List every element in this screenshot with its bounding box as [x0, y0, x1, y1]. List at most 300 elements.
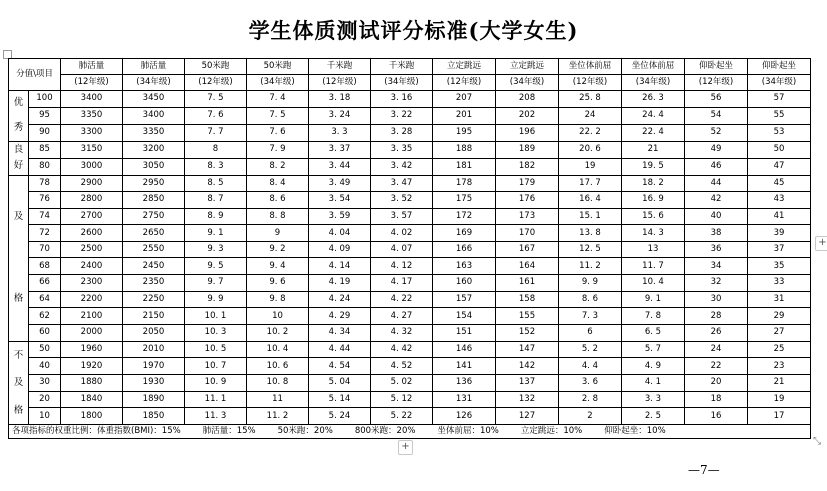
score-cell: 30	[29, 374, 61, 391]
value-cell: 2150	[123, 308, 185, 325]
value-cell: 2200	[61, 291, 123, 308]
value-cell: 44	[685, 175, 748, 192]
column-header-grade: (12年级)	[559, 75, 622, 91]
value-cell: 16	[685, 408, 748, 425]
value-cell: 1840	[61, 391, 123, 408]
value-cell: 7. 5	[247, 107, 309, 124]
weight-item: 仰卧起坐：10%	[604, 426, 666, 436]
value-cell: 11	[247, 391, 309, 408]
value-cell: 2600	[61, 225, 123, 242]
value-cell: 4. 19	[309, 275, 371, 292]
column-header-name: 立定跳远	[496, 59, 559, 75]
column-header-name: 肺活量	[61, 59, 123, 75]
value-cell: 2300	[61, 275, 123, 292]
value-cell: 9. 8	[247, 291, 309, 308]
value-cell: 4. 02	[371, 225, 433, 242]
value-cell: 4. 42	[371, 341, 433, 358]
value-cell: 11. 7	[622, 258, 685, 275]
value-cell: 7. 9	[247, 141, 309, 158]
column-header-name: 50米跑	[185, 59, 247, 75]
value-cell: 9. 4	[247, 258, 309, 275]
table-row	[9, 192, 811, 209]
grade-char: 及	[13, 377, 24, 388]
value-cell: 6	[559, 324, 622, 341]
value-cell: 18. 2	[622, 175, 685, 192]
table-row	[9, 175, 811, 192]
column-header-grade: (12年级)	[61, 75, 123, 91]
table-row	[9, 408, 811, 425]
table-row	[9, 158, 811, 175]
value-cell: 126	[433, 408, 496, 425]
weights-note	[9, 425, 811, 439]
value-cell: 3400	[61, 91, 123, 108]
value-cell: 9	[247, 225, 309, 242]
value-cell: 10. 6	[247, 358, 309, 375]
value-cell: 137	[496, 374, 559, 391]
value-cell: 3450	[123, 91, 185, 108]
header-row	[9, 59, 811, 75]
value-cell: 173	[496, 208, 559, 225]
value-cell: 8. 2	[247, 158, 309, 175]
value-cell: 132	[496, 391, 559, 408]
value-cell: 25. 8	[559, 91, 622, 108]
value-cell: 10. 8	[247, 374, 309, 391]
value-cell: 7. 6	[185, 107, 247, 124]
value-cell: 5. 14	[309, 391, 371, 408]
value-cell: 7. 7	[185, 124, 247, 141]
value-cell: 181	[433, 158, 496, 175]
table-row	[9, 141, 811, 158]
value-cell: 8. 3	[185, 158, 247, 175]
value-cell: 2450	[123, 258, 185, 275]
value-cell: 1890	[123, 391, 185, 408]
value-cell: 201	[433, 107, 496, 124]
table-row	[9, 341, 811, 358]
value-cell: 38	[685, 225, 748, 242]
value-cell: 2800	[61, 192, 123, 209]
value-cell: 9. 2	[247, 241, 309, 258]
grade-char: 不	[13, 349, 24, 361]
value-cell: 2000	[61, 324, 123, 341]
value-cell: 22. 4	[622, 124, 685, 141]
value-cell: 4. 27	[371, 308, 433, 325]
value-cell: 2900	[61, 175, 123, 192]
column-header-grade: (12年级)	[309, 75, 371, 91]
value-cell: 131	[433, 391, 496, 408]
value-cell: 23	[748, 358, 811, 375]
value-cell: 3. 44	[309, 158, 371, 175]
table-row	[9, 91, 811, 108]
value-cell: 141	[433, 358, 496, 375]
value-cell: 24	[559, 107, 622, 124]
value-cell: 9. 1	[622, 291, 685, 308]
score-cell: 78	[29, 175, 61, 192]
value-cell: 37	[748, 241, 811, 258]
score-cell: 60	[29, 324, 61, 341]
value-cell: 9. 3	[185, 241, 247, 258]
value-cell: 13. 8	[559, 225, 622, 242]
value-cell: 30	[685, 291, 748, 308]
value-cell: 142	[496, 358, 559, 375]
value-cell: 24	[685, 341, 748, 358]
column-header-name: 立定跳远	[433, 59, 496, 75]
value-cell: 18	[685, 391, 748, 408]
value-cell: 29	[748, 308, 811, 325]
value-cell: 1920	[61, 358, 123, 375]
value-cell: 10. 3	[185, 324, 247, 341]
value-cell: 3350	[123, 124, 185, 141]
column-header-grade: (34年级)	[622, 75, 685, 91]
value-cell: 3. 42	[371, 158, 433, 175]
value-cell: 196	[496, 124, 559, 141]
value-cell: 208	[496, 91, 559, 108]
value-cell: 2550	[123, 241, 185, 258]
grade-char: 秀	[13, 121, 24, 133]
value-cell: 50	[748, 141, 811, 158]
value-cell: 14. 3	[622, 225, 685, 242]
table-resize-icon[interactable]: ⤡	[813, 436, 821, 447]
value-cell: 7. 8	[622, 308, 685, 325]
value-cell: 32	[685, 275, 748, 292]
value-cell: 21	[622, 141, 685, 158]
value-cell: 35	[748, 258, 811, 275]
value-cell: 157	[433, 291, 496, 308]
value-cell: 31	[748, 291, 811, 308]
value-cell: 1880	[61, 374, 123, 391]
value-cell: 3. 3	[622, 391, 685, 408]
value-cell: 1970	[123, 358, 185, 375]
add-column-button[interactable]: +	[815, 236, 827, 251]
value-cell: 2100	[61, 308, 123, 325]
value-cell: 3400	[123, 107, 185, 124]
score-cell: 20	[29, 391, 61, 408]
value-cell: 17	[748, 408, 811, 425]
grade-label	[9, 91, 29, 142]
grade-label	[9, 341, 29, 425]
value-cell: 39	[748, 225, 811, 242]
value-cell: 163	[433, 258, 496, 275]
value-cell: 4. 52	[371, 358, 433, 375]
value-cell: 136	[433, 374, 496, 391]
value-cell: 16. 4	[559, 192, 622, 209]
weights-row	[9, 425, 811, 439]
value-cell: 2	[559, 408, 622, 425]
value-cell: 146	[433, 341, 496, 358]
grade-char: 良	[13, 143, 24, 155]
score-cell: 64	[29, 291, 61, 308]
column-header-grade: (34年级)	[496, 75, 559, 91]
value-cell: 41	[748, 208, 811, 225]
column-header-name: 坐位体前屈	[559, 59, 622, 75]
table-row	[9, 391, 811, 408]
value-cell: 11. 3	[185, 408, 247, 425]
value-cell: 176	[496, 192, 559, 209]
column-header-grade: (12年级)	[185, 75, 247, 91]
value-cell: 4. 4	[559, 358, 622, 375]
value-cell: 207	[433, 91, 496, 108]
value-cell: 6. 5	[622, 324, 685, 341]
value-cell: 4. 22	[371, 291, 433, 308]
value-cell: 1960	[61, 341, 123, 358]
value-cell: 3200	[123, 141, 185, 158]
value-cell: 24. 4	[622, 107, 685, 124]
value-cell: 1800	[61, 408, 123, 425]
table-row	[9, 107, 811, 124]
value-cell: 4. 1	[622, 374, 685, 391]
column-header-grade: (34年级)	[247, 75, 309, 91]
value-cell: 2400	[61, 258, 123, 275]
value-cell: 11. 2	[247, 408, 309, 425]
grade-label	[9, 175, 29, 341]
page-number: —7—	[688, 463, 720, 477]
add-row-button[interactable]: +	[398, 440, 413, 455]
value-cell: 161	[496, 275, 559, 292]
value-cell: 2250	[123, 291, 185, 308]
value-cell: 10. 4	[622, 275, 685, 292]
value-cell: 43	[748, 192, 811, 209]
score-cell: 68	[29, 258, 61, 275]
value-cell: 2500	[61, 241, 123, 258]
value-cell: 53	[748, 124, 811, 141]
value-cell: 5. 22	[371, 408, 433, 425]
value-cell: 20. 6	[559, 141, 622, 158]
value-cell: 8. 6	[559, 291, 622, 308]
value-cell: 151	[433, 324, 496, 341]
value-cell: 3. 59	[309, 208, 371, 225]
value-cell: 7. 3	[559, 308, 622, 325]
value-cell: 42	[685, 192, 748, 209]
value-cell: 7. 5	[185, 91, 247, 108]
value-cell: 4. 24	[309, 291, 371, 308]
value-cell: 25	[748, 341, 811, 358]
value-cell: 20	[685, 374, 748, 391]
value-cell: 28	[685, 308, 748, 325]
score-cell: 40	[29, 358, 61, 375]
value-cell: 7. 4	[247, 91, 309, 108]
value-cell: 195	[433, 124, 496, 141]
value-cell: 8. 6	[247, 192, 309, 209]
score-cell: 76	[29, 192, 61, 209]
value-cell: 34	[685, 258, 748, 275]
value-cell: 19	[748, 391, 811, 408]
value-cell: 154	[433, 308, 496, 325]
value-cell: 2700	[61, 208, 123, 225]
value-cell: 189	[496, 141, 559, 158]
value-cell: 10. 5	[185, 341, 247, 358]
column-header-name: 千米跑	[371, 59, 433, 75]
value-cell: 3300	[61, 124, 123, 141]
value-cell: 4. 12	[371, 258, 433, 275]
value-cell: 9. 6	[247, 275, 309, 292]
value-cell: 4. 44	[309, 341, 371, 358]
value-cell: 3. 37	[309, 141, 371, 158]
table-row	[9, 225, 811, 242]
value-cell: 152	[496, 324, 559, 341]
value-cell: 147	[496, 341, 559, 358]
value-cell: 8	[185, 141, 247, 158]
value-cell: 179	[496, 175, 559, 192]
weight-item: 800米跑：20%	[354, 426, 416, 436]
value-cell: 182	[496, 158, 559, 175]
value-cell: 4. 29	[309, 308, 371, 325]
value-cell: 172	[433, 208, 496, 225]
value-cell: 22	[685, 358, 748, 375]
value-cell: 3000	[61, 158, 123, 175]
value-cell: 36	[685, 241, 748, 258]
page-title: 学生体质测试评分标准(大学女生)	[248, 18, 579, 43]
score-cell: 70	[29, 241, 61, 258]
weight-item: 各项指标的权重比例：体重指数(BMI)：15%	[12, 426, 181, 436]
value-cell: 3. 24	[309, 107, 371, 124]
score-cell: 90	[29, 124, 61, 141]
value-cell: 4. 07	[371, 241, 433, 258]
value-cell: 169	[433, 225, 496, 242]
value-cell: 11. 1	[185, 391, 247, 408]
value-cell: 40	[685, 208, 748, 225]
value-cell: 4. 34	[309, 324, 371, 341]
score-cell: 10	[29, 408, 61, 425]
value-cell: 33	[748, 275, 811, 292]
value-cell: 4. 32	[371, 324, 433, 341]
value-cell: 26	[685, 324, 748, 341]
score-cell: 80	[29, 158, 61, 175]
score-table	[8, 58, 811, 439]
grade-char: 格	[13, 293, 24, 304]
value-cell: 5. 2	[559, 341, 622, 358]
value-cell: 3050	[123, 158, 185, 175]
weight-item: 立定跳远：10%	[520, 426, 583, 436]
column-header-name: 坐位体前屈	[622, 59, 685, 75]
value-cell: 52	[685, 124, 748, 141]
value-cell: 19. 5	[622, 158, 685, 175]
value-cell: 2. 8	[559, 391, 622, 408]
value-cell: 4. 54	[309, 358, 371, 375]
value-cell: 2050	[123, 324, 185, 341]
column-header-grade: (34年级)	[748, 75, 811, 91]
value-cell: 8. 9	[185, 208, 247, 225]
weight-item: 坐体前屈：10%	[437, 426, 499, 436]
column-header-grade: (12年级)	[433, 75, 496, 91]
value-cell: 15. 6	[622, 208, 685, 225]
value-cell: 166	[433, 241, 496, 258]
value-cell: 8. 5	[185, 175, 247, 192]
value-cell: 160	[433, 275, 496, 292]
grade-char: 好	[13, 160, 24, 171]
table-row	[9, 374, 811, 391]
value-cell: 16. 9	[622, 192, 685, 209]
value-cell: 3. 6	[559, 374, 622, 391]
value-cell: 9. 9	[185, 291, 247, 308]
value-cell: 56	[685, 91, 748, 108]
table-row	[9, 324, 811, 341]
table-row	[9, 124, 811, 141]
value-cell: 49	[685, 141, 748, 158]
column-header-name: 肺活量	[123, 59, 185, 75]
table-row	[9, 291, 811, 308]
column-header-name: 千米跑	[309, 59, 371, 75]
value-cell: 17. 7	[559, 175, 622, 192]
value-cell: 3150	[61, 141, 123, 158]
value-cell: 2350	[123, 275, 185, 292]
score-cell: 72	[29, 225, 61, 242]
grade-char: 及	[13, 210, 24, 222]
value-cell: 15. 1	[559, 208, 622, 225]
value-cell: 46	[685, 158, 748, 175]
value-cell: 55	[748, 107, 811, 124]
score-cell: 85	[29, 141, 61, 158]
header-grade-row	[9, 75, 811, 91]
value-cell: 3. 22	[371, 107, 433, 124]
score-cell: 66	[29, 275, 61, 292]
value-cell: 57	[748, 91, 811, 108]
value-cell: 5. 12	[371, 391, 433, 408]
value-cell: 3. 57	[371, 208, 433, 225]
value-cell: 45	[748, 175, 811, 192]
value-cell: 164	[496, 258, 559, 275]
value-cell: 26. 3	[622, 91, 685, 108]
table-row	[9, 308, 811, 325]
column-header-name: 50米跑	[247, 59, 309, 75]
value-cell: 10	[247, 308, 309, 325]
value-cell: 5. 04	[309, 374, 371, 391]
table-row	[9, 275, 811, 292]
value-cell: 1850	[123, 408, 185, 425]
score-cell: 100	[29, 91, 61, 108]
value-cell: 13	[622, 241, 685, 258]
value-cell: 3. 47	[371, 175, 433, 192]
value-cell: 22. 2	[559, 124, 622, 141]
value-cell: 175	[433, 192, 496, 209]
value-cell: 10. 9	[185, 374, 247, 391]
value-cell: 7. 6	[247, 124, 309, 141]
value-cell: 3. 49	[309, 175, 371, 192]
value-cell: 155	[496, 308, 559, 325]
value-cell: 10. 7	[185, 358, 247, 375]
value-cell: 2850	[123, 192, 185, 209]
value-cell: 2950	[123, 175, 185, 192]
column-header-grade: (34年级)	[123, 75, 185, 91]
corner-header: 分值\项目	[9, 59, 61, 91]
value-cell: 4. 9	[622, 358, 685, 375]
value-cell: 3. 18	[309, 91, 371, 108]
value-cell: 9. 5	[185, 258, 247, 275]
table-row	[9, 208, 811, 225]
table-row	[9, 258, 811, 275]
value-cell: 4. 14	[309, 258, 371, 275]
value-cell: 2010	[123, 341, 185, 358]
value-cell: 188	[433, 141, 496, 158]
score-cell: 62	[29, 308, 61, 325]
value-cell: 10. 2	[247, 324, 309, 341]
value-cell: 5. 24	[309, 408, 371, 425]
grade-char: 优	[13, 97, 24, 108]
value-cell: 202	[496, 107, 559, 124]
value-cell: 2. 5	[622, 408, 685, 425]
value-cell: 3. 16	[371, 91, 433, 108]
table-row	[9, 358, 811, 375]
column-header-grade: (12年级)	[685, 75, 748, 91]
value-cell: 9. 7	[185, 275, 247, 292]
value-cell: 1930	[123, 374, 185, 391]
value-cell: 5. 02	[371, 374, 433, 391]
value-cell: 158	[496, 291, 559, 308]
weight-item: 肺活量：15%	[202, 426, 256, 436]
column-header-name: 仰卧起坐	[748, 59, 811, 75]
value-cell: 3350	[61, 107, 123, 124]
value-cell: 5. 7	[622, 341, 685, 358]
value-cell: 19	[559, 158, 622, 175]
weight-item: 50米跑：20%	[277, 426, 333, 436]
